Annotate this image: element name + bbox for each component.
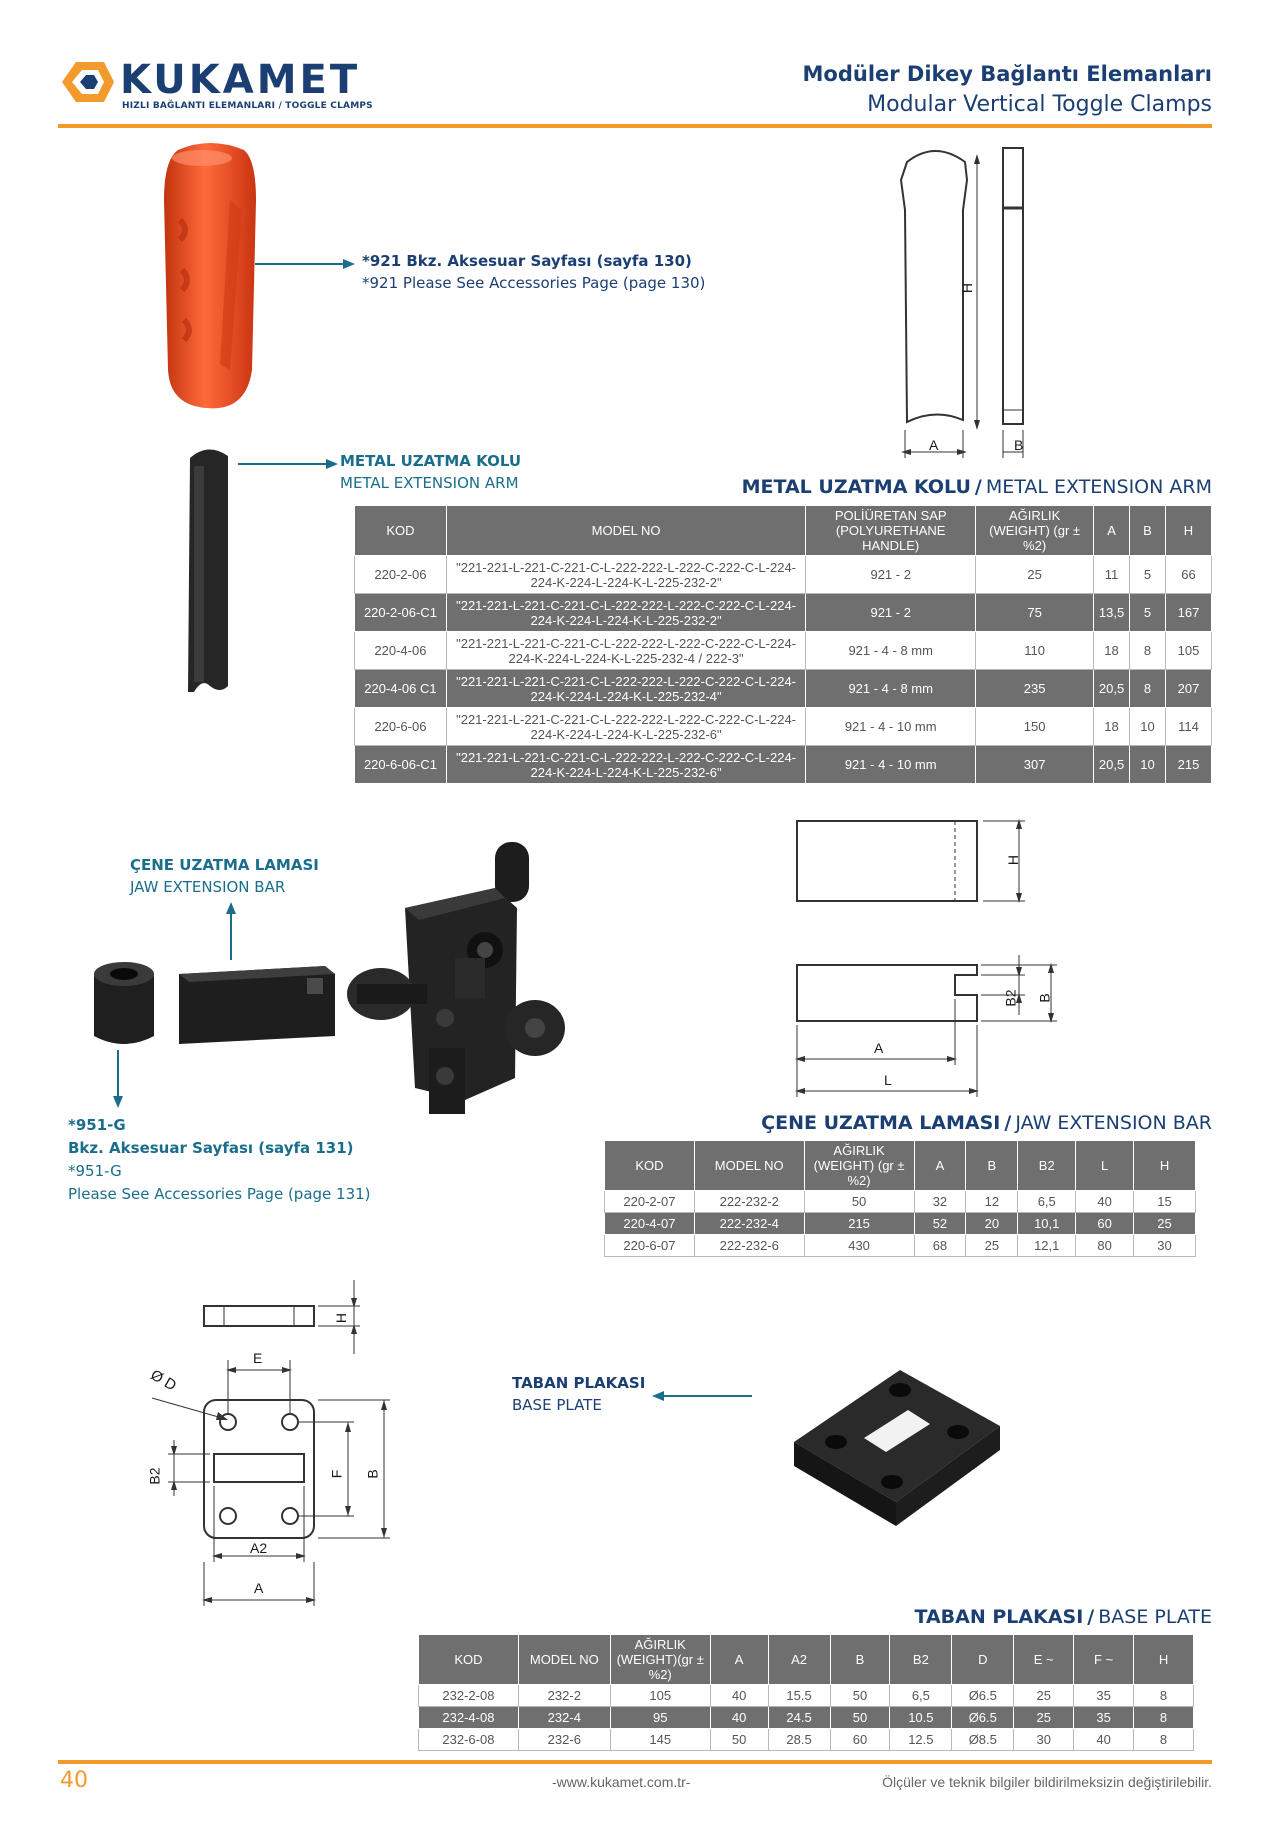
table-cell: 105 xyxy=(610,1685,710,1707)
polyurethane-handle-image xyxy=(160,140,280,420)
base-plate-image xyxy=(780,1360,1010,1540)
table-cell: 50 xyxy=(830,1685,890,1707)
table-cell: 50 xyxy=(804,1191,914,1213)
table-cell: "221-221-L-221-C-221-C-L-222-222-L-222-C-222-C-L-224-224-K-224-L-224-K-L-225-232-2" xyxy=(446,594,805,632)
table-cell: 5 xyxy=(1130,556,1166,594)
table-cell: 6,5 xyxy=(1018,1191,1076,1213)
column-header: KOD xyxy=(605,1141,695,1191)
table-cell: 232-4-08 xyxy=(419,1707,519,1729)
column-header: KOD xyxy=(419,1635,519,1685)
nut-code-en: *951-G xyxy=(68,1162,122,1180)
arm-spec-table xyxy=(354,505,1212,784)
column-header: E ~ xyxy=(1014,1635,1074,1685)
table-cell: 8 xyxy=(1134,1707,1194,1729)
column-header: B xyxy=(966,1141,1018,1191)
table-cell: Ø6.5 xyxy=(952,1707,1014,1729)
column-header: H xyxy=(1134,1141,1196,1191)
table-cell: 10 xyxy=(1130,746,1166,784)
table-cell: 35 xyxy=(1074,1685,1134,1707)
table-cell: 921 - 2 xyxy=(806,556,976,594)
table-cell: 430 xyxy=(804,1235,914,1257)
table-cell: "221-221-L-221-C-221-C-L-222-222-L-222-C-222-C-L-224-224-K-224-L-224-K-L-225-232-4 / 222-3" xyxy=(446,632,805,670)
table-cell: 60 xyxy=(830,1729,890,1751)
brand-subtitle: HIZLI BAĞLANTI ELEMANLARI / TOGGLE CLAMPS xyxy=(122,101,373,111)
table-cell: 80 xyxy=(1076,1235,1134,1257)
table-cell: 25 xyxy=(1014,1707,1074,1729)
column-header: B2 xyxy=(1018,1141,1076,1191)
column-header: A2 xyxy=(768,1635,830,1685)
vertical-toggle-clamp-image xyxy=(345,838,565,1128)
table-cell: 25 xyxy=(1014,1685,1074,1707)
table-cell: 232-2 xyxy=(518,1685,610,1707)
column-header: H xyxy=(1134,1635,1194,1685)
table-cell: 11 xyxy=(1094,556,1130,594)
table-row xyxy=(419,1685,1194,1707)
kukamet-logo-icon xyxy=(58,58,118,108)
table-row xyxy=(605,1191,1196,1213)
dim-label-b: B xyxy=(364,1469,381,1479)
table-cell: 50 xyxy=(830,1707,890,1729)
table-cell: 12.5 xyxy=(890,1729,952,1751)
table-cell: 10.5 xyxy=(890,1707,952,1729)
column-header: L xyxy=(1076,1141,1134,1191)
table-row xyxy=(419,1729,1194,1751)
table-cell: 150 xyxy=(976,708,1094,746)
table-cell: 12,1 xyxy=(1018,1235,1076,1257)
table-cell: 307 xyxy=(976,746,1094,784)
table-cell: 222-232-2 xyxy=(694,1191,804,1213)
column-header: D xyxy=(952,1635,1014,1685)
column-header: AĞIRLIK (WEIGHT) (gr ±%2) xyxy=(804,1141,914,1191)
column-header: A xyxy=(1094,506,1130,556)
column-header: B xyxy=(1130,506,1166,556)
column-header: MODEL NO xyxy=(694,1141,804,1191)
dim-label-a: A xyxy=(929,437,939,453)
table-cell: 13,5 xyxy=(1094,594,1130,632)
table-row xyxy=(355,708,1212,746)
dim-label-e: E xyxy=(253,1350,263,1366)
page-title-en: Modular Vertical Toggle Clamps xyxy=(867,92,1212,117)
table-cell: 114 xyxy=(1165,708,1211,746)
header-rule xyxy=(58,124,1212,128)
table-cell: 232-6 xyxy=(518,1729,610,1751)
table-cell: "221-221-L-221-C-221-C-L-222-222-L-222-C-222-C-L-224-224-K-224-L-224-K-L-225-232-6" xyxy=(446,746,805,784)
table-cell: 40 xyxy=(710,1685,768,1707)
table-cell: 105 xyxy=(1165,632,1211,670)
nut-code-tr: *951-G xyxy=(68,1116,126,1134)
dim-label-b2: B2 xyxy=(146,1467,163,1485)
arrow-left-icon xyxy=(652,1390,752,1402)
title-separator: / xyxy=(1087,1606,1095,1628)
table-cell: 220-6-06-C1 xyxy=(355,746,447,784)
table-cell: 220-6-06 xyxy=(355,708,447,746)
table-cell: 921 - 4 - 8 mm xyxy=(806,632,976,670)
table-cell: 28.5 xyxy=(768,1729,830,1751)
dim-label-a: A xyxy=(254,1580,264,1596)
table-cell: 220-2-06 xyxy=(355,556,447,594)
title-separator: / xyxy=(1004,1112,1012,1134)
table-cell: 25 xyxy=(976,556,1094,594)
table-cell: 20,5 xyxy=(1094,670,1130,708)
table-cell: 40 xyxy=(1074,1729,1134,1751)
table-cell: 20,5 xyxy=(1094,746,1130,784)
table-row xyxy=(419,1707,1194,1729)
table-cell: 235 xyxy=(976,670,1094,708)
arrow-up-icon xyxy=(225,902,237,962)
jaw-callout-en: JAW EXTENSION BAR xyxy=(130,878,286,896)
table-cell: 921 - 4 - 10 mm xyxy=(806,746,976,784)
table-row xyxy=(355,594,1212,632)
brand-name: KUKAMET xyxy=(120,57,361,103)
table-cell: 40 xyxy=(710,1707,768,1729)
table-cell: 15 xyxy=(1134,1191,1196,1213)
dim-label-f: F xyxy=(328,1469,345,1479)
jaw-callout-tr: ÇENE UZATMA LAMASI xyxy=(130,856,319,874)
column-header: MODEL NO xyxy=(518,1635,610,1685)
table-cell: 5 xyxy=(1130,594,1166,632)
table-cell: 68 xyxy=(914,1235,966,1257)
base-callout-en: BASE PLATE xyxy=(512,1396,602,1414)
table-cell: 40 xyxy=(1076,1191,1134,1213)
dim-label-b: B xyxy=(1014,437,1024,453)
table-cell: 95 xyxy=(610,1707,710,1729)
dim-label-d: Ø D xyxy=(147,1366,180,1395)
column-header: B2 xyxy=(890,1635,952,1685)
table-cell: Ø6.5 xyxy=(952,1685,1014,1707)
jaw-technical-drawing xyxy=(795,815,1095,1105)
table-cell: 220-4-07 xyxy=(605,1213,695,1235)
table-cell: 30 xyxy=(1134,1235,1196,1257)
table-cell: 18 xyxy=(1094,708,1130,746)
base-spec-table xyxy=(418,1634,1194,1751)
table-cell: 32 xyxy=(914,1191,966,1213)
base-table-title-tr: TABAN PLAKASI xyxy=(914,1606,1084,1628)
table-row xyxy=(355,746,1212,784)
footer-note: Ölçüler ve teknik bilgiler bildirilmeksizin değiştirilebilir. xyxy=(882,1774,1212,1790)
table-cell: 220-4-06 C1 xyxy=(355,670,447,708)
table-cell: 110 xyxy=(976,632,1094,670)
jaw-spec-table xyxy=(604,1140,1196,1257)
table-cell: 25 xyxy=(1134,1213,1196,1235)
table-cell: 232-4 xyxy=(518,1707,610,1729)
column-header: F ~ xyxy=(1074,1635,1134,1685)
table-cell: 10,1 xyxy=(1018,1213,1076,1235)
arrow-right-icon xyxy=(238,458,338,470)
table-cell: 25 xyxy=(966,1235,1018,1257)
table-cell: 921 - 2 xyxy=(806,594,976,632)
table-cell: 75 xyxy=(976,594,1094,632)
footer-url: -www.kukamet.com.tr- xyxy=(552,1774,691,1790)
nut-callout-tr: Bkz. Aksesuar Sayfası (sayfa 131) xyxy=(68,1139,354,1157)
table-cell: 215 xyxy=(804,1213,914,1235)
arm-table-title xyxy=(742,476,1212,498)
table-cell: 167 xyxy=(1165,594,1211,632)
column-header: H xyxy=(1165,506,1211,556)
base-table-title-en: BASE PLATE xyxy=(1098,1606,1212,1628)
base-table-title xyxy=(914,1606,1212,1628)
table-cell: 220-6-07 xyxy=(605,1235,695,1257)
table-cell: 232-6-08 xyxy=(419,1729,519,1751)
table-cell: 20 xyxy=(966,1213,1018,1235)
table-row xyxy=(605,1213,1196,1235)
table-cell: 222-232-6 xyxy=(694,1235,804,1257)
nut-callout-en: Please See Accessories Page (page 131) xyxy=(68,1185,371,1203)
dim-label-h: H xyxy=(333,1312,350,1324)
column-header: A xyxy=(914,1141,966,1191)
dim-label-h: H xyxy=(1005,854,1022,866)
table-cell: 12 xyxy=(966,1191,1018,1213)
handle-callout-tr: *921 Bkz. Aksesuar Sayfası (sayfa 130) xyxy=(362,252,692,270)
table-cell: 15.5 xyxy=(768,1685,830,1707)
dim-label-l: L xyxy=(884,1072,892,1088)
table-row xyxy=(605,1235,1196,1257)
table-cell: 8 xyxy=(1134,1729,1194,1751)
metal-extension-arm-image xyxy=(184,446,244,706)
table-row xyxy=(355,670,1212,708)
column-header: B xyxy=(830,1635,890,1685)
table-cell: 8 xyxy=(1134,1685,1194,1707)
jaw-table-title-en: JAW EXTENSION BAR xyxy=(1015,1112,1212,1134)
base-callout-tr: TABAN PLAKASI xyxy=(512,1374,646,1392)
table-cell: 220-4-06 xyxy=(355,632,447,670)
title-separator: / xyxy=(974,476,982,498)
base-plate-technical-drawing xyxy=(138,1270,398,1570)
table-cell: 24.5 xyxy=(768,1707,830,1729)
table-cell: 18 xyxy=(1094,632,1130,670)
table-cell: 921 - 4 - 8 mm xyxy=(806,670,976,708)
page-title-tr: Modüler Dikey Bağlantı Elemanları xyxy=(802,62,1212,86)
dim-label-a2: A2 xyxy=(250,1540,268,1556)
table-cell: 60 xyxy=(1076,1213,1134,1235)
table-cell: 215 xyxy=(1165,746,1211,784)
arm-technical-drawing xyxy=(895,140,1055,460)
table-cell: 222-232-4 xyxy=(694,1213,804,1235)
table-cell: 220-2-06-C1 xyxy=(355,594,447,632)
arrow-down-icon xyxy=(112,1050,124,1110)
arm-callout-tr: METAL UZATMA KOLU xyxy=(340,452,522,470)
table-cell: 8 xyxy=(1130,632,1166,670)
arm-callout-en: METAL EXTENSION ARM xyxy=(340,474,519,492)
table-cell: 8 xyxy=(1130,670,1166,708)
table-cell: 6,5 xyxy=(890,1685,952,1707)
arm-table-title-tr: METAL UZATMA KOLU xyxy=(741,476,971,498)
jaw-extension-bar-image xyxy=(175,962,345,1052)
dim-label-a: A xyxy=(874,1040,884,1056)
table-cell: 30 xyxy=(1014,1729,1074,1751)
table-row xyxy=(355,632,1212,670)
table-cell: "221-221-L-221-C-221-C-L-222-222-L-222-C-222-C-L-224-224-K-224-L-224-K-L-225-232-6" xyxy=(446,708,805,746)
dim-label-b2: B2 xyxy=(1002,989,1019,1007)
table-row xyxy=(355,556,1212,594)
footer-rule xyxy=(58,1760,1212,1764)
handle-callout-en: *921 Please See Accessories Page (page 130) xyxy=(362,274,706,292)
page-number: 40 xyxy=(60,1768,88,1793)
column-header: POLİÜRETAN SAP (POLYURETHANE HANDLE) xyxy=(806,506,976,556)
table-cell: 66 xyxy=(1165,556,1211,594)
table-cell: Ø8.5 xyxy=(952,1729,1014,1751)
dim-label-h: H xyxy=(959,282,976,294)
arm-table-title-en: METAL EXTENSION ARM xyxy=(985,476,1212,498)
table-cell: 921 - 4 - 10 mm xyxy=(806,708,976,746)
arrow-right-icon xyxy=(255,258,355,270)
table-cell: 35 xyxy=(1074,1707,1134,1729)
table-cell: 232-2-08 xyxy=(419,1685,519,1707)
table-cell: 50 xyxy=(710,1729,768,1751)
table-cell: "221-221-L-221-C-221-C-L-222-222-L-222-C-222-C-L-224-224-K-224-L-224-K-L-225-232-4" xyxy=(446,670,805,708)
threaded-nut-image xyxy=(90,960,160,1050)
table-cell: 52 xyxy=(914,1213,966,1235)
table-cell: 10 xyxy=(1130,708,1166,746)
column-header: AĞIRLIK (WEIGHT) (gr ±%2) xyxy=(976,506,1094,556)
column-header: A xyxy=(710,1635,768,1685)
table-cell: 220-2-07 xyxy=(605,1191,695,1213)
column-header: AĞIRLIK (WEIGHT)(gr ±%2) xyxy=(610,1635,710,1685)
jaw-table-title-tr: ÇENE UZATMA LAMASI xyxy=(761,1112,1001,1134)
table-cell: 207 xyxy=(1165,670,1211,708)
table-cell: "221-221-L-221-C-221-C-L-222-222-L-222-C-222-C-L-224-224-K-224-L-224-K-L-225-232-2" xyxy=(446,556,805,594)
dim-label-b: B xyxy=(1036,993,1053,1003)
column-header: KOD xyxy=(355,506,447,556)
column-header: MODEL NO xyxy=(446,506,805,556)
table-cell: 145 xyxy=(610,1729,710,1751)
jaw-table-title xyxy=(761,1112,1212,1134)
